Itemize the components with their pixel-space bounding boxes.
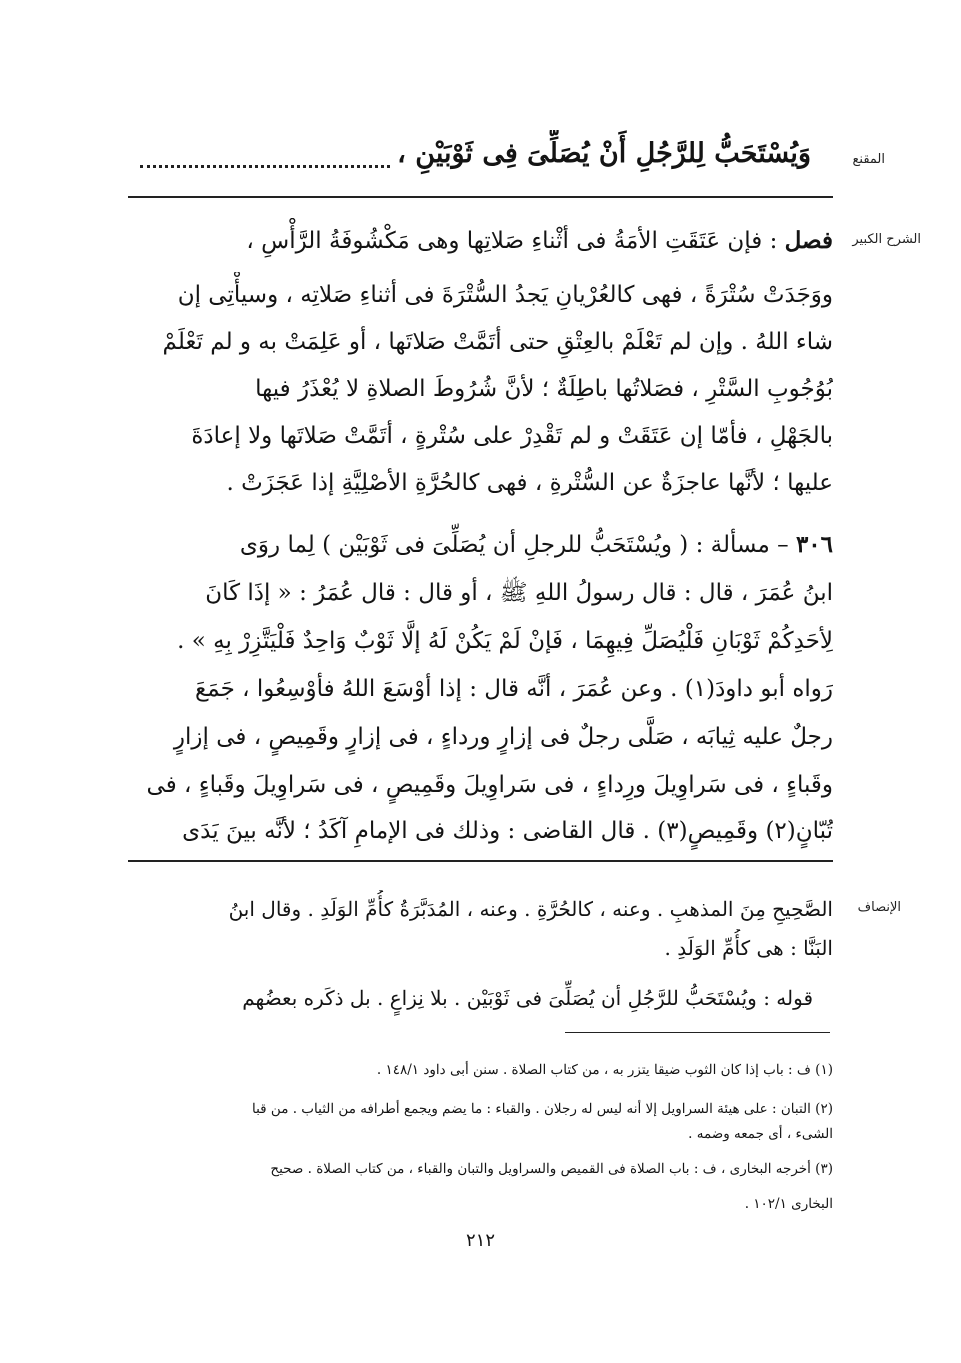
footnote-3-cont: البخارى ١٠٢/١ . (744, 1196, 833, 1212)
sharh-line-3: شاء اللهُ . وإن لم تَعْلَمْ بالعِتْقِ حتى أتَمَّتْ صَلاتَها ، أو عَلِمَتْ به و لم تَعْلَمْ (162, 329, 833, 355)
masala-line-4: رَواه أبو داودَ(١) . وعن عُمَرَ ، أنَّه قال : إذا أوْسَعَ اللهُ فأوْسِعُوا ، جَمَعَ (195, 676, 833, 702)
sharh-bottom-rule (128, 860, 833, 862)
sharh-line-1 (128, 218, 833, 264)
footnote-1: (١) ف : باب إذا كان الثوب ضيقا يتزر به ، من كتاب الصلاة . سنن أبى داود ١٤٨/١ . (376, 1062, 833, 1078)
muqni-heading: وَيُسْتَحَبُّ لِلرَّجُلِ أَنْ يُصَلِّىَ فِى ثَوْبَيْنِ ، (397, 138, 811, 169)
footnote-separator (565, 1032, 830, 1033)
sharh-line-6: عليها ؛ لأنَّها عاجزَةٌ عن السُّتْرةِ ، فهى كالحُرَّةِ الأصْلِيَّةِ إذا عَجَزَتْ . (226, 470, 833, 496)
sharh-line-5: بالجَهْلِ ، فأمّا إن عَتَقَتْ و لم تَقْدِرْ على سُتْرةٍ ، أتَمَّتْ صَلاتَها ولا إعادَةَ (191, 423, 833, 449)
masala-line-6: وقَباءٍ ، فى سَراوِيلَ ورِداءٍ ، فى سَراوِيلَ وقَمِيصٍ ، فى سَراوِيلَ وقَباءٍ ، فى (146, 772, 833, 798)
masala-line-2: ابنُ عُمَرَ ، قال : قال رسولُ اللهِ ﷺ ، أو قال : قال عُمَرُ : « إذَا كَانَ (205, 580, 833, 606)
heading-dotted-leader (140, 165, 390, 168)
masala-line-3: لِأحَدِكُمْ ثَوْبَانِ فَلْيُصَلِّ فِيهِمَا ، فَإنْ لَمْ يَكُنْ لَهُ إلَّا ثَوْبٌ وَاحِدٌ فَلْيَتَّزِرْ بِهِ » . (177, 628, 833, 654)
insaf-line-1: الصَّحِيحِ مِنَ المذهبِ . وعنه ، كالحُرَّةِ . وعنه ، المُدَبَّرَةُ كأُمِّ الوَلَدِ . وقال ابنُ (228, 897, 833, 921)
sharh-line-2: ووَجَدَتْ سُتْرَةً ، فهى كالعُرْيانِ يَجدُ السُّتْرَةَ فى أثناءِ صَلاتِه ، وسيأْتِى إن (177, 282, 833, 308)
muqni-side-label: المقنع (852, 152, 885, 167)
page-number: ٢١٢ (465, 1230, 495, 1251)
masala-line-1-text: – مسألة : ( ويُسْتَحَبُّ للرجلِ أن يُصَلِّىَ فى ثَوْبَيْن ) لِما روَى (239, 532, 789, 558)
sharh-line-1-text: : فإن عَتَقَتِ الأمَةُ فى أثْناءِ صَلاتِها وهى مَكْشُوفَةُ الرَّأْسِ ، (246, 228, 778, 254)
sharh-side-label: الشرح الكبير (852, 232, 921, 247)
footnote-2: (٢) التبان : على هيئة السراويل إلا أنه ليس له رجلان . والقباء : ما يضم ويجمع أطرافه من الثياب . من قبا (251, 1101, 833, 1117)
header-rule (128, 196, 833, 198)
insaf-side-label: الإنصاف (857, 900, 901, 915)
insaf-line-3: قوله : ويُسْتَحَبُّ للرَّجُلِ أن يُصَلِّىَ فى ثَوْبَيْن . بلا نِزاعٍ . بل ذكَره بعضُهم (242, 986, 813, 1010)
fasl-heading: فصل (784, 227, 833, 254)
masala-line-7: تُبّانٍ(٢) وقَمِيصٍ(٣) . قال القاضى : وذلك فى الإمامِ آكَدُ ؛ لأنَّه بينَ يَدَى (182, 818, 833, 844)
masala-number: ٣٠٦ (795, 531, 833, 558)
masala-line-1 (128, 522, 833, 568)
insaf-line-2: البَنَّا : هى كأُمِّ الوَلَدِ . (664, 936, 833, 960)
footnote-2-cont: الشىء ، أى جمعه وضمه . (688, 1126, 833, 1142)
masala-line-5: رجلٌ عليه ثِيابَه ، صَلَّى رجلٌ فى إزارٍ ورداءٍ ، فى إزارٍ وقَمِيصٍ ، فى إزارٍ (173, 724, 833, 750)
footnote-3: (٣) أخرجه البخارى ، ف : باب الصلاة فى القميص والسراويل والتبان والقباء ، من كتاب الصلاة . صحيح (270, 1161, 833, 1177)
sharh-line-4: بُوُجُوبِ السَّتْرِ ، فصَلاتُها باطِلَةٌ ؛ لأنَّ شُرُوطَ الصلاةِ لا يُعْذَرُ فيها (255, 376, 833, 402)
